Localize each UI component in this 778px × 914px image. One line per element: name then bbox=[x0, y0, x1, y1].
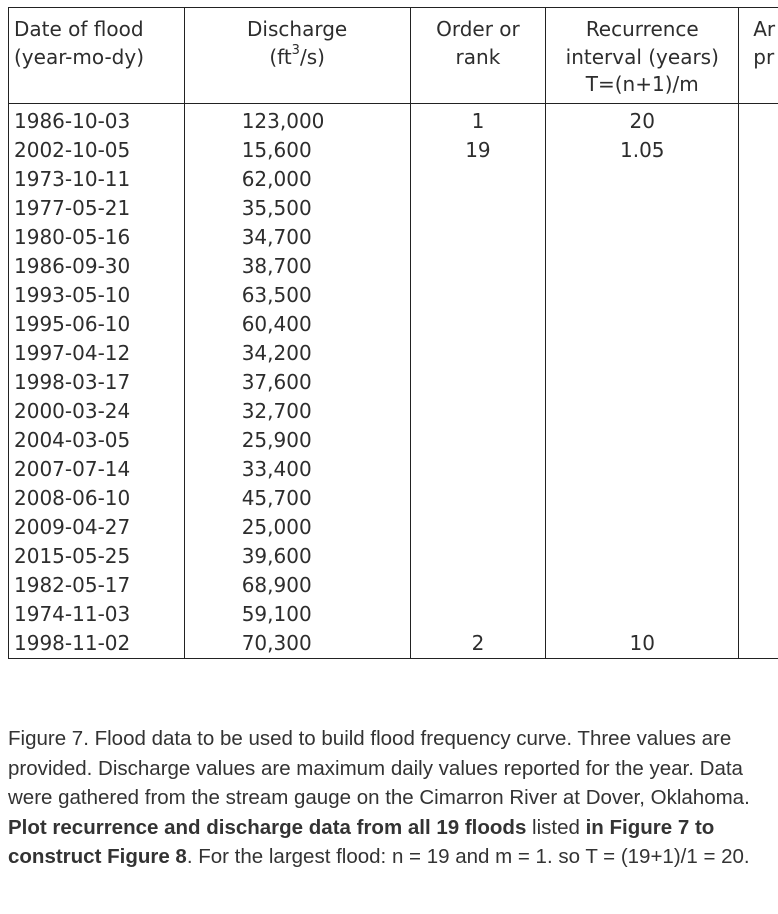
rank-cell bbox=[410, 194, 546, 223]
date-cell: 2009-04-27 bbox=[9, 513, 185, 542]
date-cell: 1974-11-03 bbox=[9, 600, 185, 629]
unit-pre: (ft bbox=[269, 44, 292, 69]
date-cell: 1977-05-21 bbox=[9, 194, 185, 223]
discharge-cell: 123,000 bbox=[184, 104, 410, 137]
table-row bbox=[9, 310, 778, 339]
table-row bbox=[9, 426, 778, 455]
rank-cell bbox=[410, 542, 546, 571]
rank-cell bbox=[410, 513, 546, 542]
table-row bbox=[9, 629, 778, 659]
rank-cell bbox=[410, 484, 546, 513]
date-cell: 1973-10-11 bbox=[9, 165, 185, 194]
recurrence-cell: 1.05 bbox=[546, 136, 739, 165]
header-recurrence-line1: Recurrence bbox=[585, 17, 699, 41]
annual-probability-cell bbox=[739, 455, 778, 484]
date-cell: 1997-04-12 bbox=[9, 339, 185, 368]
discharge-cell: 70,300 bbox=[184, 629, 410, 659]
header-recurrence-line2: interval (years) bbox=[565, 44, 719, 69]
annual-probability-cell bbox=[739, 136, 778, 165]
recurrence-cell bbox=[546, 223, 739, 252]
recurrence-cell bbox=[546, 252, 739, 281]
header-date-line2: (year-mo-dy) bbox=[14, 44, 144, 69]
header-rank bbox=[410, 8, 546, 104]
date-cell: 1980-05-16 bbox=[9, 223, 185, 252]
rank-cell: 2 bbox=[410, 629, 546, 659]
annual-probability-cell bbox=[739, 104, 778, 137]
table-row bbox=[9, 513, 778, 542]
unit-superscript: 3 bbox=[291, 42, 300, 58]
recurrence-cell bbox=[546, 281, 739, 310]
date-cell: 2000-03-24 bbox=[9, 397, 185, 426]
discharge-cell: 32,700 bbox=[184, 397, 410, 426]
recurrence-cell bbox=[546, 310, 739, 339]
rank-cell bbox=[410, 600, 546, 629]
header-date-line1: Date of flood bbox=[14, 17, 144, 41]
table-header-row bbox=[9, 8, 778, 104]
recurrence-cell bbox=[546, 600, 739, 629]
figure-caption bbox=[8, 724, 773, 872]
header-discharge bbox=[184, 8, 410, 104]
discharge-cell: 35,500 bbox=[184, 194, 410, 223]
annual-probability-cell bbox=[739, 600, 778, 629]
flood-data-table-container bbox=[8, 7, 778, 659]
recurrence-cell bbox=[546, 542, 739, 571]
table-row bbox=[9, 252, 778, 281]
annual-probability-cell bbox=[739, 223, 778, 252]
rank-cell bbox=[410, 281, 546, 310]
annual-probability-cell bbox=[739, 194, 778, 223]
table-row bbox=[9, 368, 778, 397]
date-cell: 1995-06-10 bbox=[9, 310, 185, 339]
rank-cell bbox=[410, 165, 546, 194]
annual-probability-cell bbox=[739, 426, 778, 455]
date-cell: 2002-10-05 bbox=[9, 136, 185, 165]
unit-post: /s) bbox=[299, 44, 325, 69]
table-row bbox=[9, 223, 778, 252]
annual-probability-cell bbox=[739, 484, 778, 513]
recurrence-cell bbox=[546, 368, 739, 397]
table-row bbox=[9, 600, 778, 629]
recurrence-cell bbox=[546, 571, 739, 600]
recurrence-cell bbox=[546, 426, 739, 455]
discharge-cell: 62,000 bbox=[184, 165, 410, 194]
table-row bbox=[9, 281, 778, 310]
header-date bbox=[9, 8, 185, 104]
header-recurrence bbox=[546, 8, 739, 104]
rank-cell: 19 bbox=[410, 136, 546, 165]
header-rank-line1: Order or bbox=[436, 17, 520, 41]
table-body bbox=[9, 104, 778, 659]
annual-probability-cell bbox=[739, 629, 778, 659]
discharge-cell: 59,100 bbox=[184, 600, 410, 629]
discharge-cell: 34,200 bbox=[184, 339, 410, 368]
date-cell: 1986-10-03 bbox=[9, 104, 185, 137]
caption-bold-2: in Figure 7 to construct Figure 8 bbox=[8, 815, 715, 868]
date-cell: 2015-05-25 bbox=[9, 542, 185, 571]
discharge-cell: 60,400 bbox=[184, 310, 410, 339]
discharge-cell: 34,700 bbox=[184, 223, 410, 252]
date-cell: 1993-05-10 bbox=[9, 281, 185, 310]
header-discharge-unit bbox=[185, 44, 410, 72]
annual-probability-cell bbox=[739, 571, 778, 600]
annual-probability-cell bbox=[739, 165, 778, 194]
caption-text-3: . For the largest flood: n = 19 and m = 1. so T = (19+1)/1 = 20. bbox=[186, 845, 750, 868]
header-recurrence-line3: T=(n+1)/m bbox=[585, 72, 699, 96]
annual-probability-cell bbox=[739, 281, 778, 310]
recurrence-cell: 20 bbox=[546, 104, 739, 137]
rank-cell bbox=[410, 223, 546, 252]
discharge-cell: 25,000 bbox=[184, 513, 410, 542]
caption-text-2: listed bbox=[526, 815, 586, 839]
rank-cell bbox=[410, 426, 546, 455]
rank-cell bbox=[410, 368, 546, 397]
discharge-cell: 63,500 bbox=[184, 281, 410, 310]
date-cell: 2007-07-14 bbox=[9, 455, 185, 484]
date-cell: 1982-05-17 bbox=[9, 571, 185, 600]
discharge-cell: 45,700 bbox=[184, 484, 410, 513]
discharge-cell: 15,600 bbox=[184, 136, 410, 165]
recurrence-cell: 10 bbox=[546, 629, 739, 659]
table-row bbox=[9, 339, 778, 368]
header-annual-line1: Ar bbox=[753, 17, 776, 41]
header-discharge-line1: Discharge bbox=[247, 17, 348, 41]
rank-cell bbox=[410, 252, 546, 281]
rank-cell bbox=[410, 397, 546, 426]
header-annual-probability bbox=[739, 8, 778, 104]
recurrence-cell bbox=[546, 339, 739, 368]
table-row bbox=[9, 104, 778, 137]
recurrence-cell bbox=[546, 194, 739, 223]
rank-cell bbox=[410, 339, 546, 368]
annual-probability-cell bbox=[739, 513, 778, 542]
recurrence-cell bbox=[546, 513, 739, 542]
annual-probability-cell bbox=[739, 542, 778, 571]
annual-probability-cell bbox=[739, 339, 778, 368]
recurrence-cell bbox=[546, 455, 739, 484]
date-cell: 2008-06-10 bbox=[9, 484, 185, 513]
annual-probability-cell bbox=[739, 397, 778, 426]
table-row bbox=[9, 571, 778, 600]
rank-cell bbox=[410, 571, 546, 600]
discharge-cell: 25,900 bbox=[184, 426, 410, 455]
header-annual-line2: pr bbox=[753, 44, 775, 69]
rank-cell bbox=[410, 455, 546, 484]
recurrence-cell bbox=[546, 397, 739, 426]
table-row bbox=[9, 542, 778, 571]
header-rank-line2: rank bbox=[455, 44, 501, 69]
discharge-cell: 38,700 bbox=[184, 252, 410, 281]
table-row bbox=[9, 165, 778, 194]
annual-probability-cell bbox=[739, 310, 778, 339]
date-cell: 1986-09-30 bbox=[9, 252, 185, 281]
caption-bold-1: Plot recurrence and discharge data from all 19 floods bbox=[8, 815, 527, 839]
rank-cell bbox=[410, 310, 546, 339]
caption-text-1: Figure 7. Flood data to be used to build flood frequency curve. Three values are provided. Discharge values are maximum daily values reported for the year. Data were gathered from the stream gauge on the Cimarron River at Dover, Oklahoma. bbox=[8, 727, 750, 809]
recurrence-cell bbox=[546, 165, 739, 194]
table-row bbox=[9, 397, 778, 426]
table-row bbox=[9, 484, 778, 513]
discharge-cell: 68,900 bbox=[184, 571, 410, 600]
date-cell: 1998-11-02 bbox=[9, 629, 185, 659]
discharge-cell: 33,400 bbox=[184, 455, 410, 484]
annual-probability-cell bbox=[739, 368, 778, 397]
discharge-cell: 39,600 bbox=[184, 542, 410, 571]
date-cell: 1998-03-17 bbox=[9, 368, 185, 397]
rank-cell: 1 bbox=[410, 104, 546, 137]
table-row bbox=[9, 136, 778, 165]
table-row bbox=[9, 194, 778, 223]
discharge-cell: 37,600 bbox=[184, 368, 410, 397]
flood-data-table bbox=[8, 7, 778, 659]
recurrence-cell bbox=[546, 484, 739, 513]
date-cell: 2004-03-05 bbox=[9, 426, 185, 455]
table-row bbox=[9, 455, 778, 484]
annual-probability-cell bbox=[739, 252, 778, 281]
